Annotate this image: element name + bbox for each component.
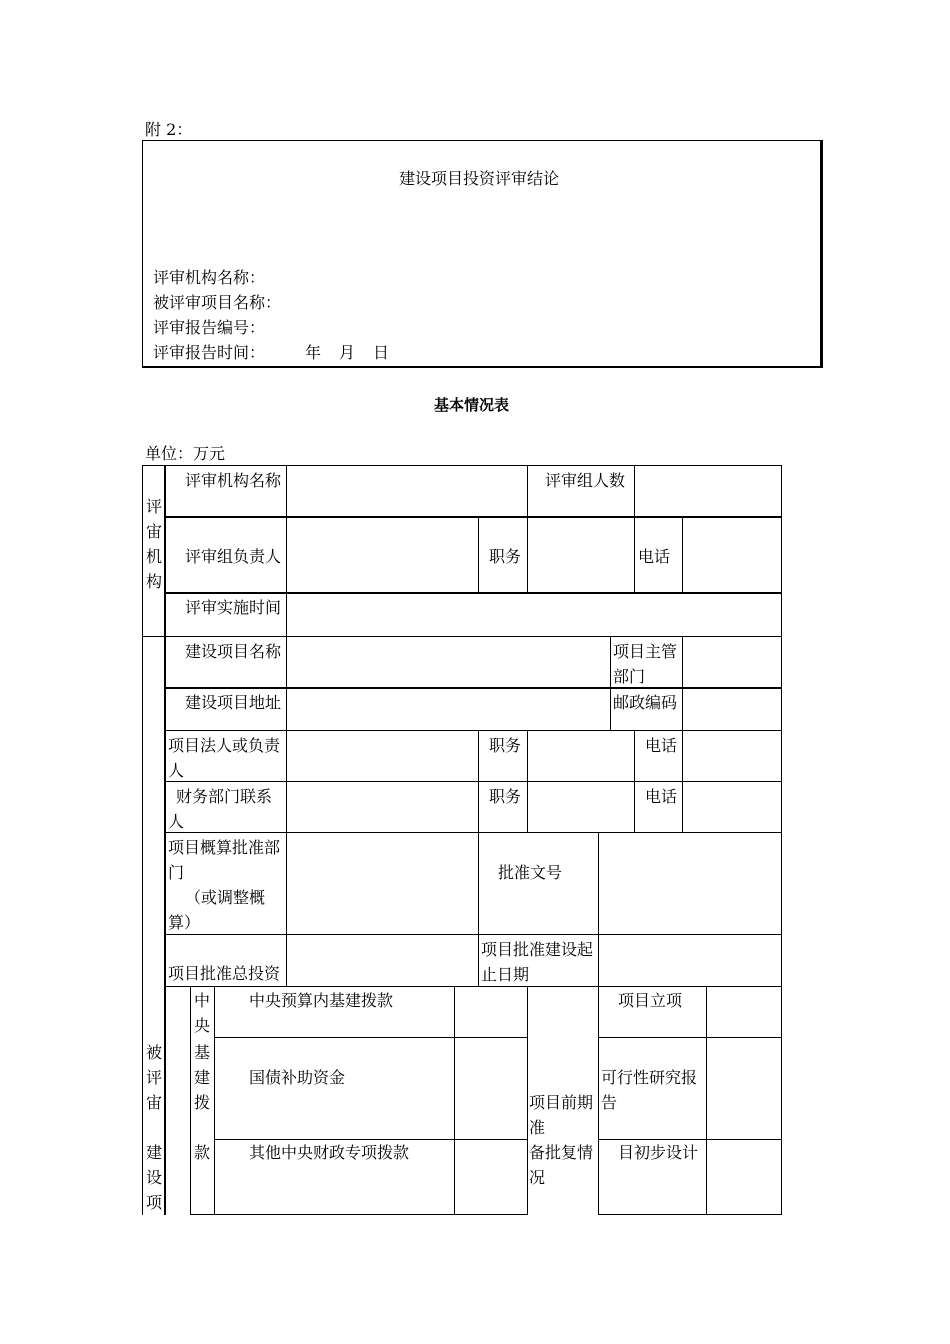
central-label-7: 款 <box>194 1143 211 1162</box>
attachment-label: 附 2： <box>145 120 193 139</box>
phone-cell-2: 电话 <box>645 736 678 755</box>
prelim-approval-cell-1: 项目前期 <box>529 1093 594 1112</box>
conclusion-title: 建设项目投资评审结论 <box>399 169 560 188</box>
section-org-label-2: 宙 <box>146 522 163 541</box>
section-org-label-4: 构 <box>146 572 163 591</box>
central-label-3: 基 <box>194 1043 211 1062</box>
legal-person-cell-2: 人 <box>168 761 185 780</box>
prelim-design-cell: 目初步设计 <box>618 1143 699 1162</box>
group-leader-cell: 评审组负责人 <box>185 547 282 566</box>
position-cell-1: 职务 <box>489 547 522 566</box>
section-org-label-3: 机 <box>146 547 163 566</box>
group-count-cell: 评审组人数 <box>545 471 626 490</box>
position-cell-2: 职务 <box>489 736 522 755</box>
project-establish-cell: 项目立项 <box>618 991 683 1010</box>
project-name-cell: 建设项目名称 <box>185 642 282 661</box>
bond-aid-cell: 国债补助资金 <box>249 1068 346 1087</box>
prelim-approval-cell-4: 况 <box>529 1168 546 1187</box>
central-budget-cell: 中央预算内基建拨款 <box>249 991 394 1010</box>
section-org-label-1: 评 <box>146 497 163 516</box>
year-label: 年 <box>305 343 322 362</box>
org-name-label: 评审机构名称： <box>153 268 266 287</box>
report-number-label: 评审报告编号： <box>153 318 266 337</box>
postcode-cell: 邮政编码 <box>613 693 678 712</box>
construction-period-cell-1: 项目批准建设起 <box>481 940 594 959</box>
approval-no-cell: 批准文号 <box>498 863 563 882</box>
month-label: 月 <box>339 343 356 362</box>
central-label-4: 建 <box>194 1068 211 1087</box>
org-name-cell: 评审机构名称 <box>185 471 282 490</box>
prelim-approval-cell-2: 准 <box>529 1118 546 1137</box>
budget-dept-cell-1: 项目概算批准部 <box>168 838 281 857</box>
finance-contact-cell-1: 财务部门联系 <box>176 787 273 806</box>
dept-cell-1: 项目主管 <box>613 642 678 661</box>
central-label-5: 拨 <box>194 1093 211 1112</box>
construction-period-cell-2: 止日期 <box>481 965 530 984</box>
feasibility-cell-1: 可行性研究报 <box>601 1068 698 1087</box>
prelim-approval-cell-3: 备批复情 <box>529 1143 594 1162</box>
section-project-label-6: 设 <box>146 1168 163 1187</box>
section-project-label-2: 评 <box>146 1068 163 1087</box>
project-address-cell: 建设项目地址 <box>185 693 282 712</box>
other-central-cell: 其他中央财政专项拨款 <box>249 1143 410 1162</box>
basic-info-title: 基本情况表 <box>434 396 510 414</box>
central-label-1: 中 <box>194 991 211 1010</box>
position-cell-3: 职务 <box>489 787 522 806</box>
legal-person-cell-1: 项目法人或负责 <box>168 736 281 755</box>
section-project-label-7: 项 <box>146 1193 163 1212</box>
feasibility-cell-2: 告 <box>601 1093 618 1112</box>
budget-dept-cell-4: 算） <box>168 913 201 932</box>
impl-time-cell: 评审实施时间 <box>185 598 282 617</box>
section-project-label-3: 宙 <box>146 1093 163 1112</box>
central-label-2: 央 <box>194 1016 211 1035</box>
section-project-label-1: 被 <box>146 1043 163 1062</box>
finance-contact-cell-2: 人 <box>168 812 185 831</box>
unit-label: 单位：万元 <box>145 444 226 463</box>
section-project-label-5: 建 <box>146 1143 163 1162</box>
report-time-label: 评审报告时间： <box>153 343 266 362</box>
total-investment-cell: 项目批准总投资 <box>168 964 281 983</box>
dept-cell-2: 部门 <box>613 667 646 686</box>
phone-cell-3: 电话 <box>645 787 678 806</box>
day-label: 日 <box>373 343 390 362</box>
phone-cell-1: 电话 <box>638 547 671 566</box>
budget-dept-cell-2: 门 <box>168 863 185 882</box>
project-name-label: 被评审项目名称： <box>153 293 282 312</box>
budget-dept-cell-3: （或调整概 <box>185 888 266 907</box>
